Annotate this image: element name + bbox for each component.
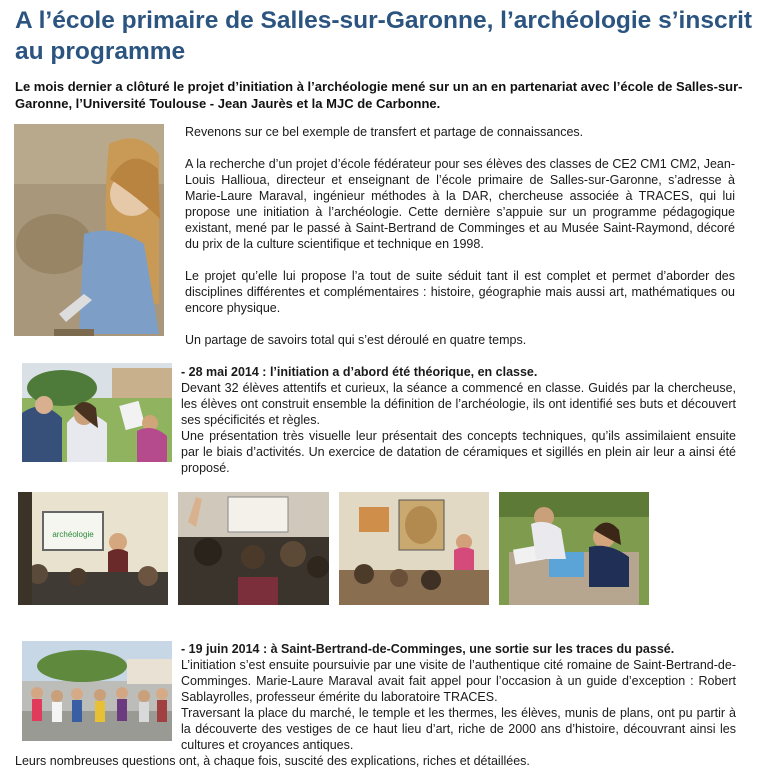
intro-paragraph-1: Revenons sur ce bel exemple de transfert et partage de connaissances. xyxy=(185,125,584,139)
slide-text: archéologie xyxy=(52,530,94,539)
section1-heading: - 28 mai 2014 : l’initiation a d’abord été théorique, en classe. xyxy=(181,365,538,379)
section2-body-2: Traversant la place du marché, le temple et les thermes, les élèves, munis de plans, ont pu partir à la découverte des vestiges de ce haut lieu d’art, riche de 2000 ans d’histoire, découvrant ainsi les cultures et croyances antiques. xyxy=(181,706,736,752)
classroom-presentation-photo xyxy=(339,492,489,605)
classroom-hands-up-photo xyxy=(178,492,329,605)
excavation-photo xyxy=(14,124,164,336)
section2-body-1: L’initiation s’est ensuite poursuivie par une visite de l’authentique cité romaine de Saint-Bertrand-de-Comminges. Marie-Laure Maraval avait fait appel pour l’occasion à un guide d’exception : Robert Sablayrolles, professeur émérite du laboratoire TRACES. xyxy=(181,658,736,704)
article-title: A l’école primaire de Salles-sur-Garonne, l’archéologie s’inscrit au programme xyxy=(15,7,753,65)
section2-body-3: Leurs nombreuses questions ont, à chaque fois, suscité des explications, riches et détaillées. xyxy=(15,754,530,768)
classroom-slide-photo xyxy=(18,492,168,605)
section1-body-1: Devant 32 élèves attentifs et curieux, la séance a commencé en classe. Guidés par la chercheuse, les élèves ont construit ensemble la définition de l’archéologie, ils ont identifié ses buts et découvert ses spécificités et règles. xyxy=(181,381,736,427)
article-lead: Le mois dernier a clôturé le projet d’initiation à l’archéologie mené sur un an en partenariat avec l’école de Salles-sur-Garonne, l’Université Toulouse - Jean Jaurès et la MJC de Carbonne. xyxy=(15,79,743,111)
intro-paragraph-3: Le projet qu’elle lui propose l’a tout de suite séduit tant il est complet et permet d’aborder des disciplines différentes et complémentaires : histoire, géographie mais aussi art, mathématiques ou encore physique. xyxy=(185,269,735,315)
section2-heading: - 19 juin 2014 : à Saint-Bertrand-de-Comminges, une sortie sur les traces du passé. xyxy=(181,642,675,656)
site-visit-photo xyxy=(22,641,172,741)
section1-body-2: Une présentation très visuelle leur présentait des concepts techniques, qu’ils assimilaient ensuite par le biais d’activités. Un exercice de datation de céramiques et sigillés en plein air leur a ainsi été proposé. xyxy=(181,429,736,475)
outdoor-class-photo xyxy=(22,363,172,462)
intro-paragraph-4: Un partage de savoirs total qui s’est déroulé en quatre temps. xyxy=(185,333,527,347)
intro-paragraph-2: A la recherche d’un projet d’école fédérateur pour ses élèves des classes de CE2 CM1 CM2, Jean-Louis Hallioua, directeur et enseignant de l’école primaire de Salles-sur-Garonne, s’adresse à Marie-Laure Maraval, ingénieur méthodes à la DAR, chercheuse associée à TRACES, qui lui propose une initiation à l’archéologie. Cette dernière s’appuie sur un programme pédagogique existant, mené par le passé à Saint-Bertrand de Comminges et au Musée Saint-Raymond, décoré du prix de la culture scientifique et technique en 1998. xyxy=(185,157,735,251)
outdoor-workshop-photo xyxy=(499,492,649,605)
